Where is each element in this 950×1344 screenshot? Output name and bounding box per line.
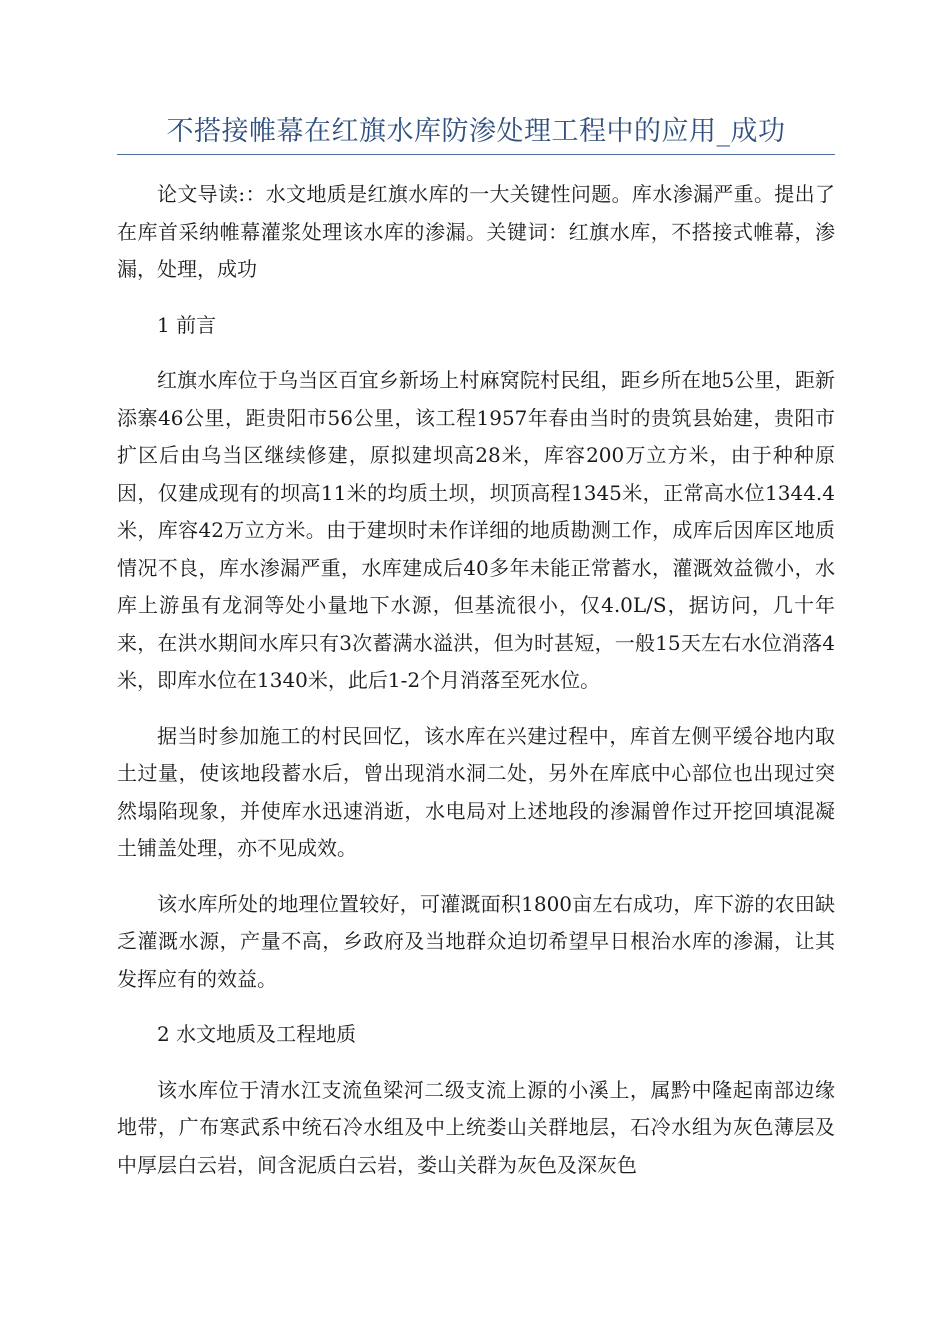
body-paragraph: 该水库位于清水江支流鱼梁河二级支流上源的小溪上，属黔中隆起南部边缘地带，广布寒武系中统石冷水组及中上统娄山关群地层，石冷水组为灰色薄层及中厚层白云岩，间含泥质白云岩，娄山关群为灰色及深灰色	[117, 1077, 835, 1177]
title-underline	[117, 154, 835, 155]
section-heading-geology: 2 水文地质及工程地质	[157, 1022, 357, 1046]
body-paragraph: 红旗水库位于乌当区百宜乡新场上村麻窝院村民组，距乡所在地5公里，距新添寨46公里，距贵阳市56公里，该工程1957年春由当时的贵筑县始建，贵阳市扩区后由乌当区继续修建，原拟建坝高28米，库容200万立方米，由于种种原因，仅建成现有的坝高11米的均质土坝，坝顶高程1345米，正常高水位1344.4米，库容42万立方米。由于建坝时未作详细的地质勘测工作，成库后因库区地质情况不良，库水渗漏严重，水库建成后40多年未能正常蓄水，灌溉效益微小，水库上游虽有龙洞等处小量地下水源，但基流很小，仅4.0L/S，据访问，几十年来，在洪水期间水库只有3次蓄满水溢洪，但为时甚短，一般15天左右水位消落4米，即库水位在1340米，此后1-2个月消落至死水位。	[117, 368, 835, 692]
section-heading-intro: 1 前言	[157, 312, 217, 337]
abstract-paragraph: 论文导读:：水文地质是红旗水库的一大关键性问题。库水渗漏严重。提出了在库首采纳帷幕灌浆处理该水库的渗漏。关键词：红旗水库，不搭接式帷幕，渗漏，处理，成功	[117, 182, 835, 281]
body-paragraph: 据当时参加施工的村民回忆，该水库在兴建过程中，库首左侧平缓谷地内取土过量，使该地段蓄水后，曾出现消水洞二处，另外在库底中心部位也出现过突然塌陷现象，并使库水迅速消逝，水电局对上述地段的渗漏曾作过开挖回填混凝土铺盖处理，亦不见成效。	[117, 723, 835, 860]
document-title: 不搭接帷幕在红旗水库防渗处理工程中的应用_成功	[166, 116, 786, 147]
body-paragraph: 该水库所处的地理位置较好，可灌溉面积1800亩左右成功，库下游的农田缺乏灌溉水源，产量不高，乡政府及当地群众迫切希望早日根治水库的渗漏，让其发挥应有的效益。	[117, 891, 835, 991]
document-body	[117, 176, 835, 1202]
